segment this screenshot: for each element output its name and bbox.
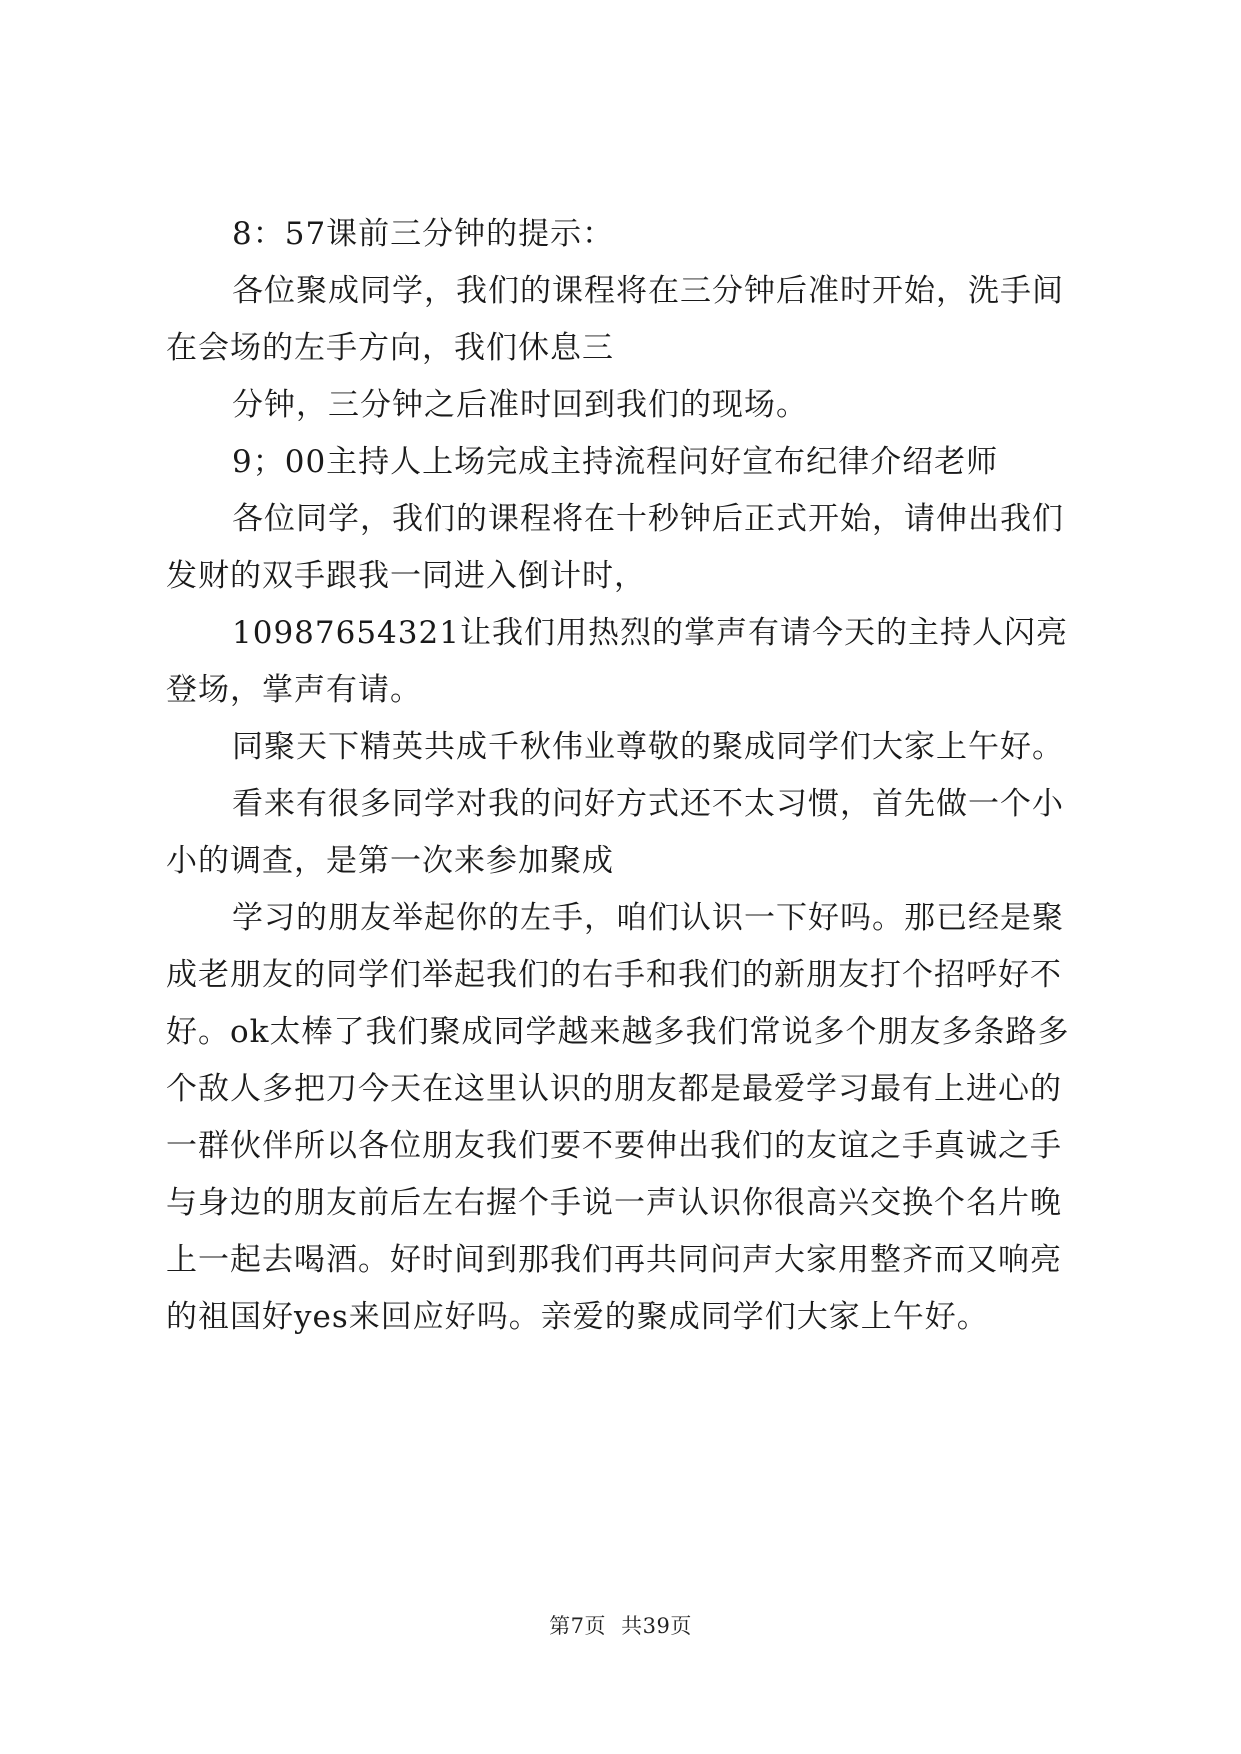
paragraph: 各位同学，我们的课程将在十秒钟后正式开始，请伸出我们发财的双手跟我一同进入倒计时， bbox=[166, 501, 1064, 594]
paragraph: 9；00主持人上场完成主持流程问好宣布纪律介绍老师 bbox=[232, 444, 999, 480]
paragraph: 10987654321让我们用热烈的掌声有请今天的主持人闪亮登场，掌声有请。 bbox=[166, 615, 1068, 708]
page-footer bbox=[0, 1610, 1241, 1640]
page-number: 第7页 bbox=[549, 1614, 606, 1638]
paragraph: 8：57课前三分钟的提示： bbox=[232, 216, 615, 252]
paragraph: 分钟，三分钟之后准时回到我们的现场。 bbox=[232, 387, 808, 423]
paragraph: 看来有很多同学对我的问好方式还不太习惯，首先做一个小小的调查，是第一次来参加聚成 bbox=[166, 786, 1064, 879]
paragraph: 学习的朋友举起你的左手，咱们认识一下好吗。那已经是聚成老朋友的同学们举起我们的右手和我们的新朋友打个招呼好不好。ok太棒了我们聚成同学越来越多我们常说多个朋友多条路多个敌人多把刀今天在这里认识的朋友都是最爱学习最有上进心的一群伙伴所以各位朋友我们要不要伸出我们的友谊之手真诚之手与身边的朋友前后左右握个手说一声认识你很高兴交换个名片晚上一起去喝酒。好时间到那我们再共同问声大家用整齐而又响亮的祖国好yes来回应好吗。亲爱的聚成同学们大家上午好。 bbox=[166, 900, 1070, 1335]
document-body bbox=[166, 206, 1086, 1346]
paragraph: 同聚天下精英共成千秋伟业尊敬的聚成同学们大家上午好。 bbox=[232, 729, 1064, 765]
paragraph: 各位聚成同学，我们的课程将在三分钟后准时开始，洗手间在会场的左手方向，我们休息三 bbox=[166, 273, 1064, 366]
page-total: 共39页 bbox=[621, 1614, 692, 1638]
